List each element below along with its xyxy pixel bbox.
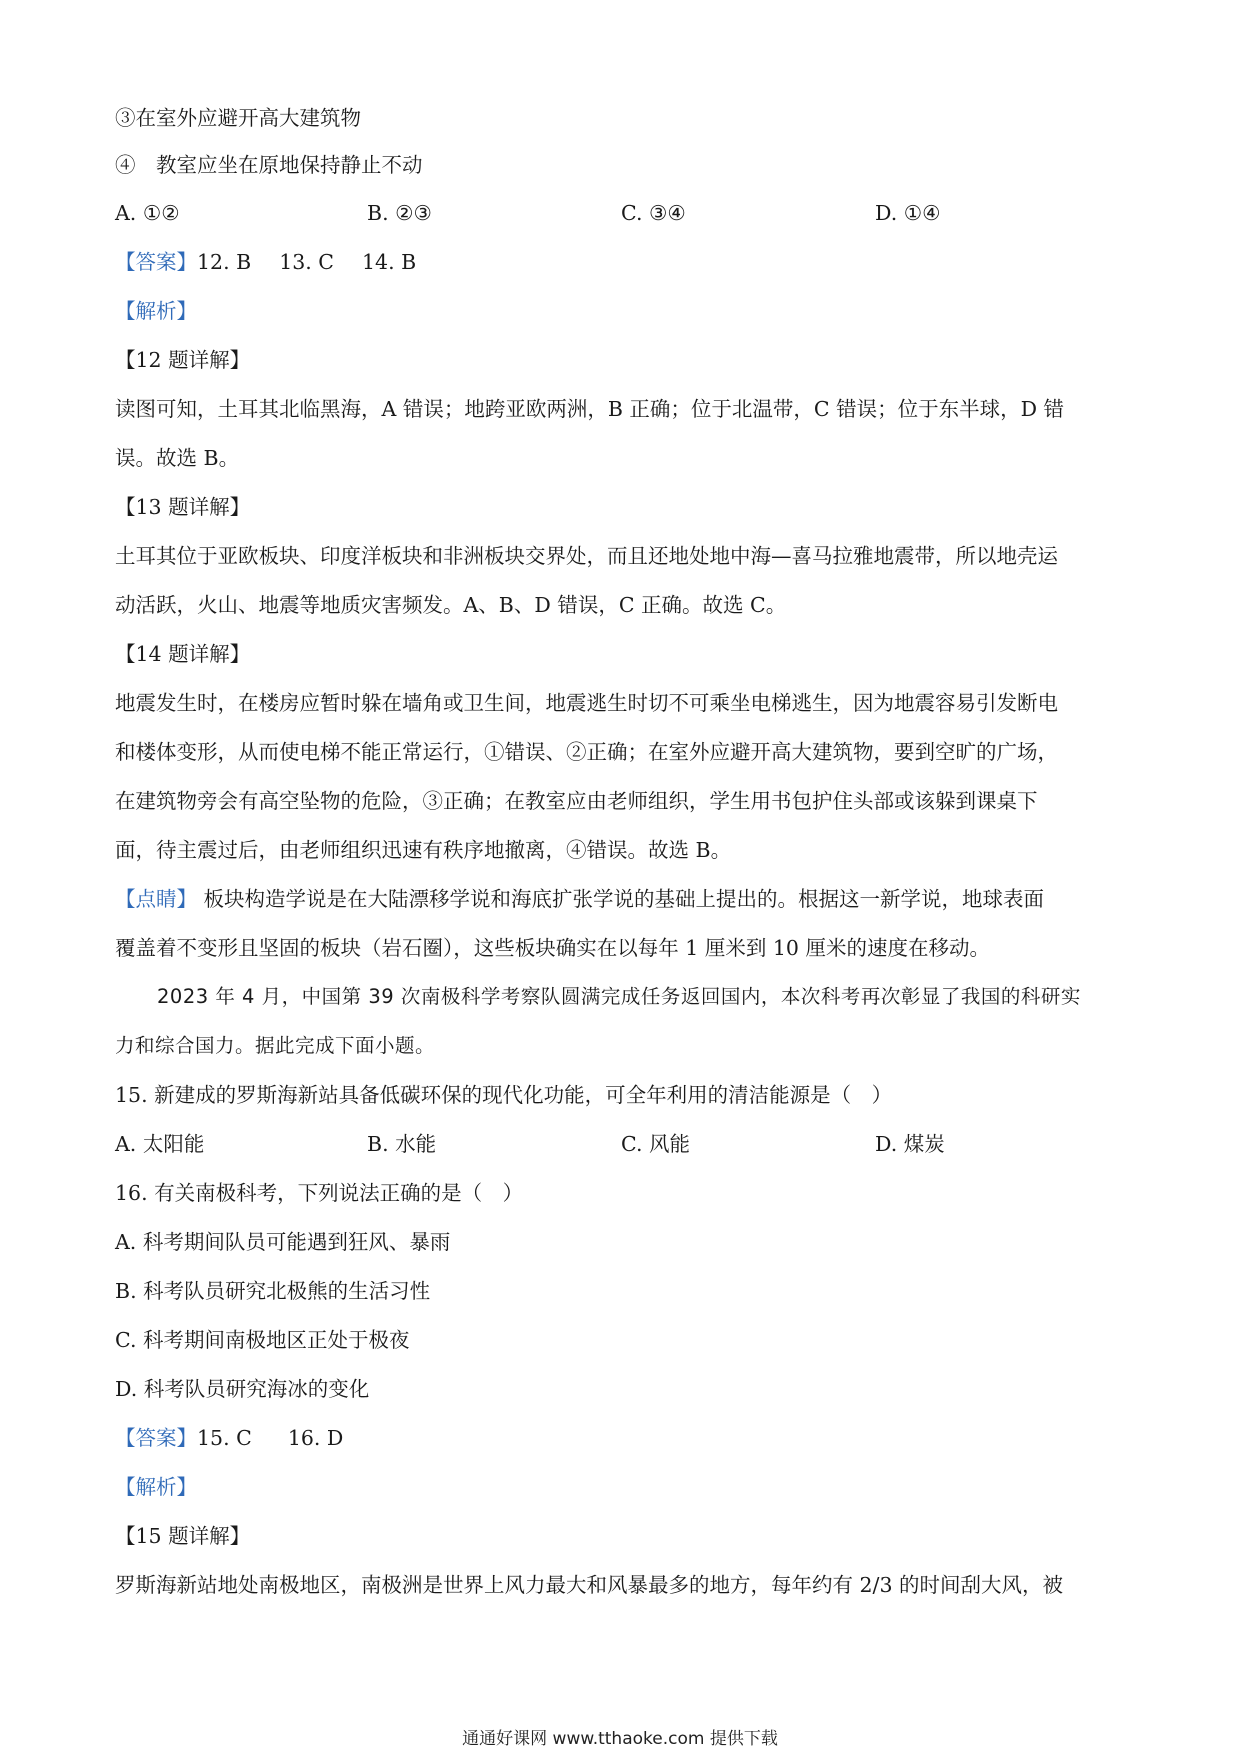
question-item-4: ④ 教室应坐在原地保持静止不动: [115, 153, 423, 177]
option-d: D. 煤炭: [875, 1132, 945, 1156]
analysis-label: 【解析】: [115, 1475, 197, 1499]
answer-12: 12. B: [197, 250, 252, 274]
q14-heading: 【14 题详解】: [115, 642, 251, 666]
q12-line-1: 读图可知，土耳其北临黑海，A 错误；地跨亚欧两洲，B 正确；位于北温带，C 错误；位于东半球，D 错: [115, 397, 1065, 421]
option-c: C. 风能: [621, 1132, 690, 1156]
q14-line-3: 在建筑物旁会有高空坠物的危险，③正确；在教室应由老师组织，学生用书包护住头部或该躲到课桌下: [115, 789, 1038, 813]
q13-line-2: 动活跃，火山、地震等地质灾害频发。A、B、D 错误，C 正确。故选 C。: [115, 593, 787, 617]
passage-line-2: 力和综合国力。据此完成下面小题。: [115, 1034, 436, 1057]
answer-label: 【答案】: [115, 250, 197, 274]
q16-stem: 16. 有关南极科考，下列说法正确的是（ ）: [115, 1181, 524, 1205]
tip-line-1: [115, 884, 1125, 914]
q16-option-c: C. 科考期间南极地区正处于极夜: [115, 1328, 410, 1352]
q12-heading: 【12 题详解】: [115, 348, 251, 372]
answer-14: 14. B: [362, 250, 417, 274]
q15-detail-line-1: 罗斯海新站地处南极地区，南极洲是世界上风力最大和风暴最多的地方，每年约有 2/3 的时间刮大风，被: [115, 1573, 1064, 1597]
q16-option-a: A. 科考期间队员可能遇到狂风、暴雨: [115, 1230, 451, 1254]
answer-line-2: [115, 1423, 1125, 1453]
q15-detail-heading: 【15 题详解】: [115, 1524, 251, 1548]
answer-13: 13. C: [279, 250, 334, 274]
passage-line-1: 2023 年 4 月，中国第 39 次南极科学考察队圆满完成任务返回国内，本次科考再次彰显了我国的科研实: [157, 985, 1081, 1008]
q16-option-d: D. 科考队员研究海冰的变化: [115, 1377, 370, 1401]
option-b: B. ②③: [367, 201, 432, 225]
option-a: A. 太阳能: [115, 1132, 205, 1156]
q15-stem: 15. 新建成的罗斯海新站具备低碳环保的现代化功能，可全年利用的清洁能源是（ ）: [115, 1083, 893, 1107]
option-c: C. ③④: [621, 201, 686, 225]
tip-text-1: 板块构造学说是在大陆漂移学说和海底扩张学说的基础上提出的。根据这一新学说，地球表面: [203, 887, 1045, 911]
q12-line-2: 误。故选 B。: [115, 446, 240, 470]
question-item-3: ③在室外应避开高大建筑物: [115, 106, 361, 130]
page-footer: 通通好课网 www.tthaoke.com 提供下载: [462, 1729, 778, 1749]
analysis-label: 【解析】: [115, 299, 197, 323]
q16-option-b: B. 科考队员研究北极熊的生活习性: [115, 1279, 431, 1303]
tip-line-2: 覆盖着不变形且坚固的板块（岩石圈），这些板块确实在以每年 1 厘米到 10 厘米的速度在移动。: [115, 936, 990, 960]
q13-heading: 【13 题详解】: [115, 495, 251, 519]
answer-line-1: [115, 247, 1125, 277]
answer-16: 16. D: [287, 1426, 344, 1450]
option-a: A. ①②: [115, 201, 180, 225]
option-d: D. ①④: [875, 201, 941, 225]
q14-line-4: 面，待主震过后，由老师组织迅速有秩序地撤离，④错误。故选 B。: [115, 838, 732, 862]
option-b: B. 水能: [367, 1132, 437, 1156]
q13-line-1: 土耳其位于亚欧板块、印度洋板块和非洲板块交界处，而且还地处地中海—喜马拉雅地震带，所以地壳运: [115, 544, 1058, 568]
q14-line-1: 地震发生时，在楼房应暂时躲在墙角或卫生间，地震逃生时切不可乘坐电梯逃生，因为地震容易引发断电: [115, 691, 1058, 715]
q14-line-2: 和楼体变形，从而使电梯不能正常运行，①错误、②正确；在室外应避开高大建筑物，要到空旷的广场，: [115, 740, 1058, 764]
answer-15: 15. C: [197, 1426, 252, 1450]
tip-label: 【点睛】: [115, 887, 197, 911]
answer-label: 【答案】: [115, 1426, 197, 1450]
